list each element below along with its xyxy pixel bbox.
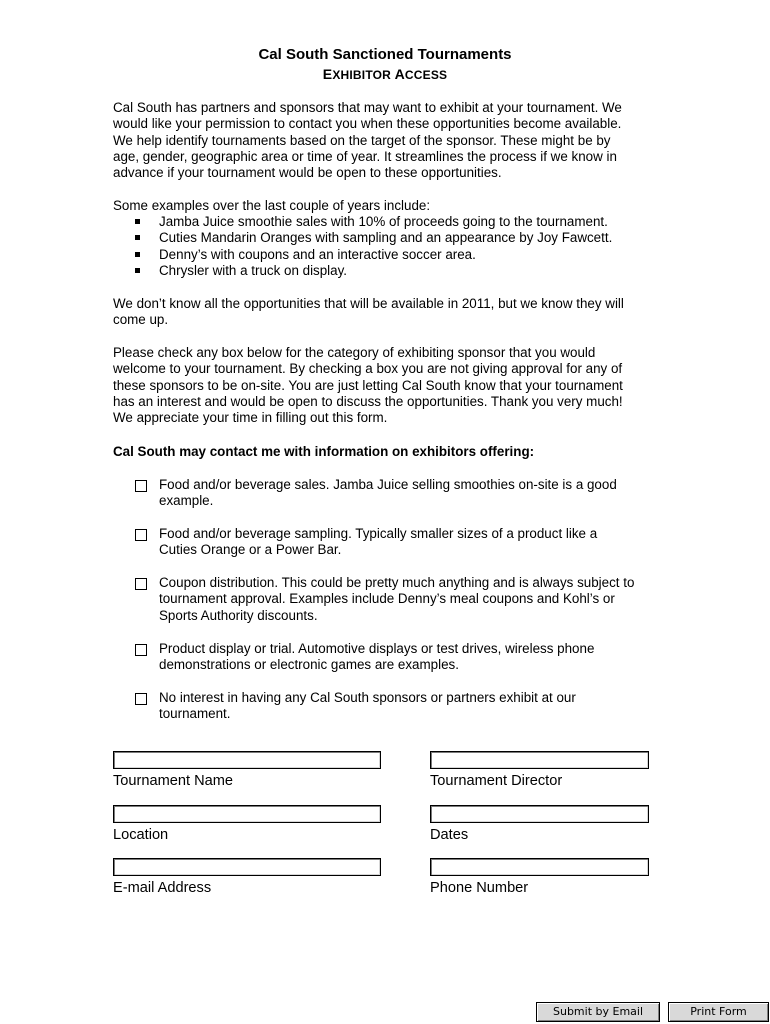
list-item xyxy=(113,263,673,279)
examples-list xyxy=(113,214,673,279)
option-label: Food and/or beverage sales. Jamba Juice selling smoothies on-site is a good example. xyxy=(159,477,617,509)
email-label: E-mail Address xyxy=(113,880,212,896)
intro-paragraph: Cal South has partners and sponsors that may want to exhibit at your tournament. We would like your permission to contact you when these opportunities become available. We help identify tournaments based on the target of the sponsor. These might be by age, gender, geographic area or time of year. It streamlines the process if we know in advance if your tournament would be open to these opportunities. xyxy=(113,100,622,181)
dates-field[interactable] xyxy=(430,805,649,823)
subtitle-rest-1: XHIBITOR xyxy=(332,68,395,82)
dates-label: Dates xyxy=(430,827,469,843)
subtitle-rest-2: CCESS xyxy=(404,68,448,82)
phone-field[interactable] xyxy=(430,858,649,876)
tournament-name-input[interactable] xyxy=(114,753,380,769)
tournament-director-label: Tournament Director xyxy=(430,773,563,789)
list-item xyxy=(113,247,673,263)
example-text: Chrysler with a truck on display. xyxy=(159,262,348,278)
phone-label: Phone Number xyxy=(430,880,529,896)
food-sales-checkbox[interactable] xyxy=(135,480,147,492)
location-field[interactable] xyxy=(113,805,381,823)
submit-by-email-button[interactable]: Submit by Email xyxy=(536,1002,660,1022)
tournament-director-field[interactable] xyxy=(430,751,649,769)
location-input[interactable] xyxy=(114,807,380,823)
examples-lead: Some examples over the last couple of years include: xyxy=(113,198,431,213)
email-input[interactable] xyxy=(114,860,380,876)
list-item xyxy=(113,214,673,230)
example-text: Denny’s with coupons and an interactive soccer area. xyxy=(159,246,476,262)
list-item xyxy=(113,230,673,246)
phone-input[interactable] xyxy=(431,860,648,876)
option-label: No interest in having any Cal South sponsors or partners exhibit at our tournament. xyxy=(159,690,576,722)
tournament-name-label: Tournament Name xyxy=(113,773,234,789)
subtitle-initial-a: A xyxy=(394,66,405,82)
bullet-icon xyxy=(135,252,140,257)
option-label: Product display or trial. Automotive displays or test drives, wireless phone demonstrations or electronic games are examples. xyxy=(159,641,595,673)
page-subtitle xyxy=(0,66,770,83)
bullet-icon xyxy=(135,219,140,224)
availability-paragraph: We don’t know all the opportunities that will be available in 2011, but we know they will come up. xyxy=(113,296,624,328)
example-text: Cuties Mandarin Oranges with sampling and an appearance by Joy Fawcett. xyxy=(159,230,613,246)
option-label: Coupon distribution. This could be pretty much anything and is always subject to tournament approval. Examples include Denny’s meal coupons and Kohl’s or Sports Authority discounts. xyxy=(159,575,635,623)
food-sampling-checkbox[interactable] xyxy=(135,529,147,541)
email-field[interactable] xyxy=(113,858,381,876)
bullet-icon xyxy=(135,235,140,240)
instructions-paragraph: Please check any box below for the category of exhibiting sponsor that you would welcome to your tournament. By checking a box you are not giving approval for any of these sponsors to be on-site. You are just letting Cal South know that your tournament has an interest and would be open to discuss the opportunities. Thank you very much! We appreciate your time in filling out this form. xyxy=(113,345,623,426)
contact-heading: Cal South may contact me with information on exhibitors offering: xyxy=(113,444,535,459)
tournament-name-field[interactable] xyxy=(113,751,381,769)
bullet-icon xyxy=(135,268,140,273)
print-form-button[interactable]: Print Form xyxy=(668,1002,769,1022)
tournament-director-input[interactable] xyxy=(431,753,648,769)
page-title: Cal South Sanctioned Tournaments xyxy=(258,46,512,63)
no-interest-checkbox[interactable] xyxy=(135,693,147,705)
location-label: Location xyxy=(113,827,169,843)
coupon-distribution-checkbox[interactable] xyxy=(135,578,147,590)
dates-input[interactable] xyxy=(431,807,648,823)
example-text: Jamba Juice smoothie sales with 10% of proceeds going to the tournament. xyxy=(159,214,608,229)
subtitle-initial-e: E xyxy=(322,66,333,82)
product-display-checkbox[interactable] xyxy=(135,644,147,656)
option-label: Food and/or beverage sampling. Typically smaller sizes of a product like a Cuties Orange or a Power Bar. xyxy=(159,526,598,558)
